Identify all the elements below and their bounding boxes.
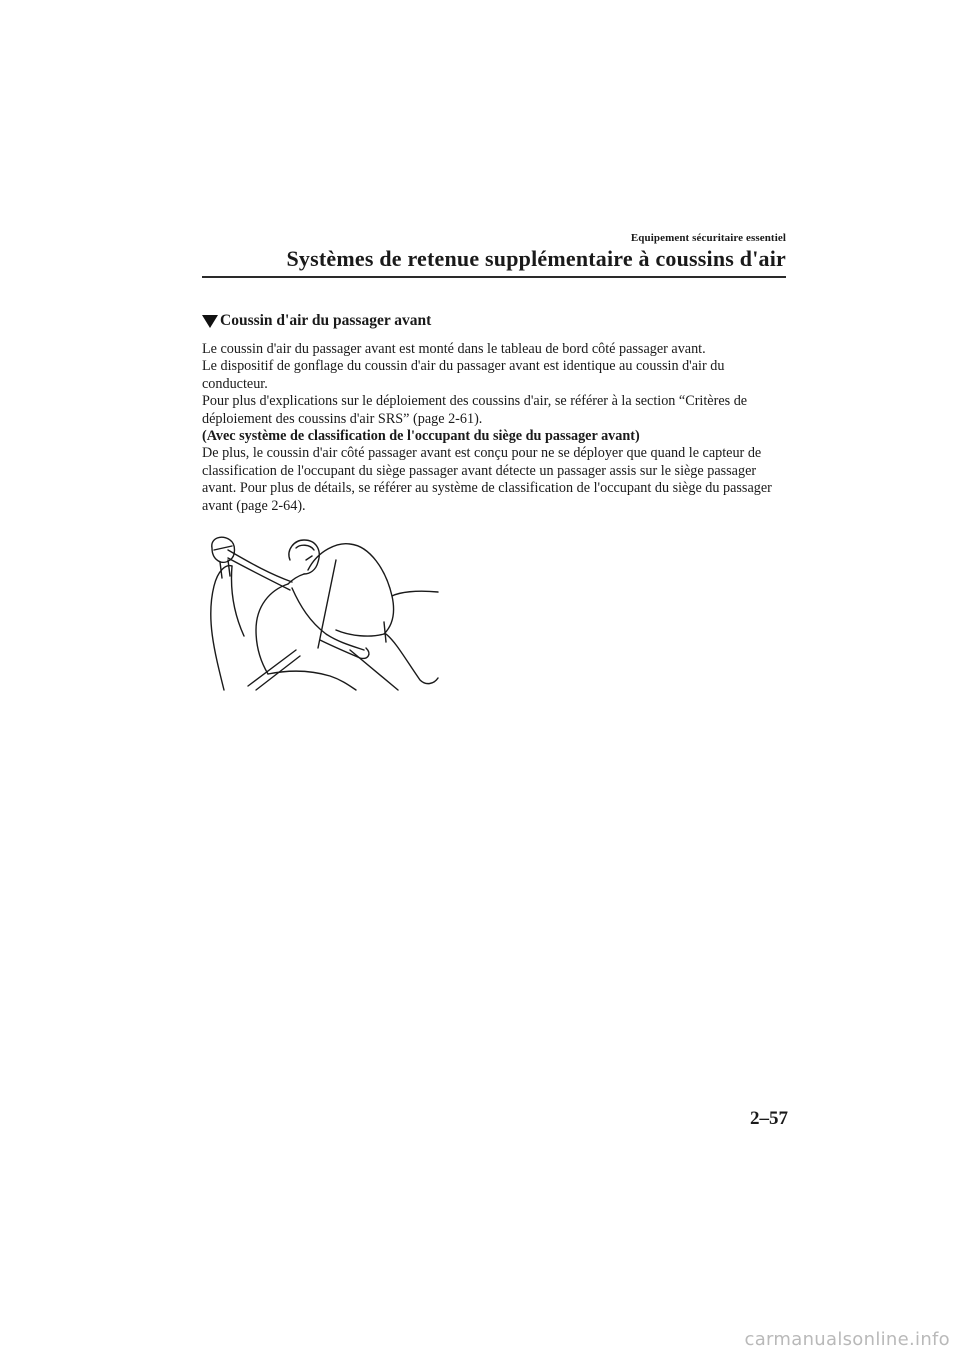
header-divider	[202, 276, 786, 278]
page-number: 2–57	[750, 1108, 788, 1129]
subheading: (Avec système de classification de l'occupant du siège du passager avant)	[202, 428, 640, 445]
chapter-label: Equipement sécuritaire essentiel	[630, 232, 786, 244]
paragraph: Pour plus d'explications sur le déploiement des coussins d'air, se référer à la section “Critères de déploiement des coussins d'air SRS” (page 2-61).	[202, 393, 748, 427]
triangle-down-icon	[202, 315, 218, 328]
paragraph: Le dispositif de gonflage du coussin d'air du passager avant est identique au coussin d'air du conducteur.	[202, 358, 725, 392]
paragraph: De plus, le coussin d'air côté passager avant est conçu pour ne se déployer que quand le capteur de classification de l'occupant du siège passager avant détecte un passager assis sur le siège passager avant. Pour plus de détails, se référer au système de classification de l'occupant du siège du passager avant (page 2-64).	[202, 445, 772, 514]
page-title: Systèmes de retenue supplémentaire à coussins d'air	[286, 246, 786, 271]
section-heading	[202, 312, 431, 330]
section-heading-label: Coussin d'air du passager avant	[220, 312, 432, 329]
passenger-airbag-illustration	[200, 530, 450, 700]
watermark: carmanualsonline.info	[744, 1329, 950, 1350]
paragraph: Le coussin d'air du passager avant est monté dans le tableau de bord côté passager avant.	[202, 341, 706, 357]
body-text	[202, 341, 788, 515]
